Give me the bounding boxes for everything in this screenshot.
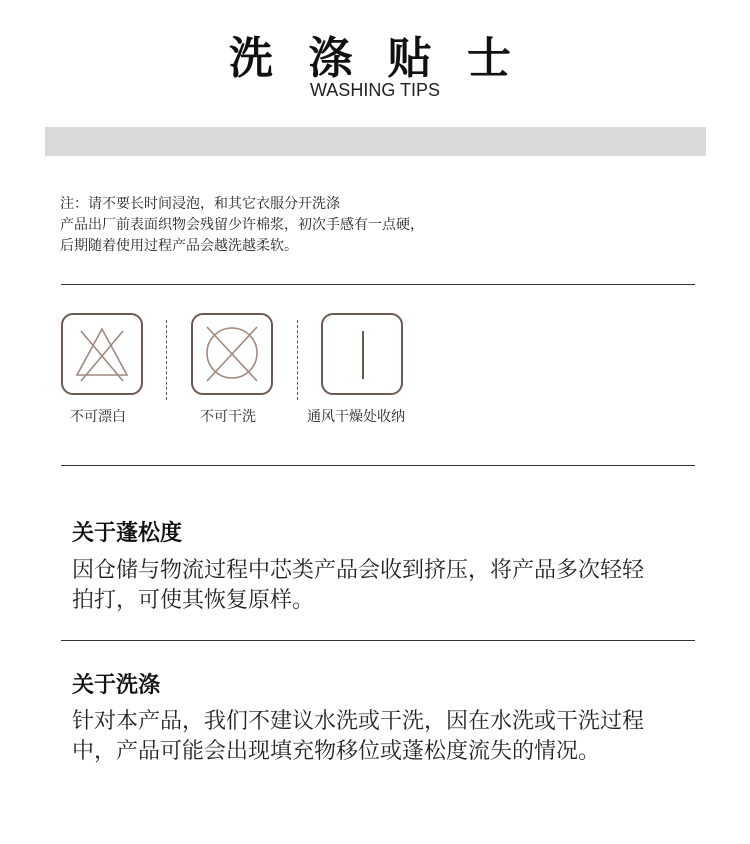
section-body-washing xyxy=(72,707,712,767)
divider xyxy=(61,284,695,285)
washing-note xyxy=(60,194,700,257)
note-line: 注：请不要长时间浸泡，和其它衣服分开洗涤 xyxy=(60,196,340,212)
note-line: 后期随着使用过程产品会越洗越柔软。 xyxy=(60,238,298,254)
section-title-fluffiness: 关于蓬松度 xyxy=(72,521,183,546)
section-body-line: 因仓储与物流过程中芯类产品会收到挤压，将产品多次轻轻 xyxy=(72,558,645,583)
section-body-line: 针对本产品，我们不建议水洗或干洗，因在水洗或干洗过程 xyxy=(72,709,645,734)
page-subtitle: WASHING TIPS xyxy=(309,80,441,100)
section-body-fluffiness xyxy=(72,556,712,616)
note-line: 产品出厂前表面织物会残留少许棉浆，初次手感有一点硬， xyxy=(60,217,424,233)
no-dry-clean-icon xyxy=(191,313,273,395)
no-bleach-label: 不可漂白 xyxy=(70,409,126,425)
section-title-washing: 关于洗涤 xyxy=(72,673,161,698)
no-bleach-icon xyxy=(61,313,143,395)
gray-banner xyxy=(45,127,706,156)
no-dry-clean-label: 不可干洗 xyxy=(200,409,256,425)
dashed-separator xyxy=(297,320,298,400)
divider xyxy=(61,640,695,641)
section-body-line: 中，产品可能会出现填充物移位或蓬松度流失的情况。 xyxy=(72,739,601,764)
line-dry-label: 通风干燥处收纳 xyxy=(307,409,405,425)
dashed-separator xyxy=(166,320,167,400)
page-title: 洗 涤 贴 士 xyxy=(229,33,521,84)
divider xyxy=(61,465,695,466)
line-dry-icon xyxy=(321,313,403,395)
section-body-line: 拍打，可使其恢复原样。 xyxy=(72,588,315,613)
